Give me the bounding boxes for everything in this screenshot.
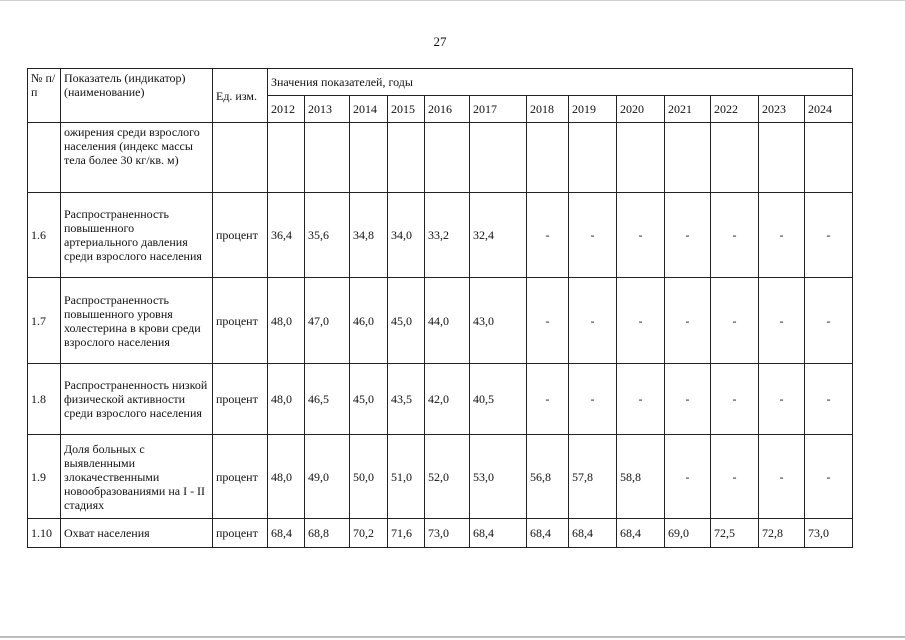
value-cell: 73,0 bbox=[425, 519, 470, 548]
header-num: № п/п bbox=[28, 69, 61, 123]
page-number: 27 bbox=[433, 34, 447, 49]
value-cell bbox=[711, 123, 759, 193]
value-cell: - bbox=[759, 278, 805, 364]
indicator-name-cell: Распространенность низкой физической активности среди взрослого населения bbox=[61, 364, 213, 435]
value-cell: 68,8 bbox=[305, 519, 350, 548]
value-cell bbox=[617, 123, 665, 193]
header-values: Значения показателей, годы bbox=[268, 69, 853, 96]
value-cell: 48,0 bbox=[268, 435, 305, 519]
value-cell: - bbox=[759, 193, 805, 278]
row-number-cell: 1.9 bbox=[28, 435, 61, 519]
table-row bbox=[28, 123, 853, 193]
table-row bbox=[28, 519, 853, 548]
row-number-cell: 1.10 bbox=[28, 519, 61, 548]
indicator-name-cell: Распространенность повышенного уровня холестерина в крови среди взрослого населения bbox=[61, 278, 213, 364]
value-cell: - bbox=[805, 193, 853, 278]
header-unit: Ед. изм. bbox=[213, 69, 268, 123]
unit-cell bbox=[213, 123, 268, 193]
year-header: 2020 bbox=[617, 96, 665, 123]
year-header: 2023 bbox=[759, 96, 805, 123]
value-cell: 43,5 bbox=[388, 364, 425, 435]
value-cell: 34,0 bbox=[388, 193, 425, 278]
value-cell: 57,8 bbox=[569, 435, 617, 519]
value-cell: 68,4 bbox=[527, 519, 569, 548]
value-cell: 73,0 bbox=[805, 519, 853, 548]
value-cell: - bbox=[569, 364, 617, 435]
value-cell bbox=[470, 123, 527, 193]
value-cell: - bbox=[527, 193, 569, 278]
scan-bottom-edge bbox=[0, 636, 905, 638]
value-cell: - bbox=[665, 278, 711, 364]
value-cell: 40,5 bbox=[470, 364, 527, 435]
indicators-table bbox=[27, 68, 853, 548]
unit-cell: процент bbox=[213, 364, 268, 435]
value-cell: 42,0 bbox=[425, 364, 470, 435]
value-cell: 34,8 bbox=[350, 193, 388, 278]
table-body bbox=[28, 123, 853, 548]
header-indicator: Показатель (индикатор) (наименование) bbox=[61, 69, 213, 123]
value-cell: - bbox=[665, 193, 711, 278]
value-cell: - bbox=[711, 193, 759, 278]
row-number-cell bbox=[28, 123, 61, 193]
value-cell: 52,0 bbox=[425, 435, 470, 519]
value-cell: 45,0 bbox=[350, 364, 388, 435]
value-cell: 68,4 bbox=[470, 519, 527, 548]
row-number-cell: 1.7 bbox=[28, 278, 61, 364]
value-cell: 51,0 bbox=[388, 435, 425, 519]
value-cell: - bbox=[617, 278, 665, 364]
value-cell: - bbox=[711, 364, 759, 435]
table-row bbox=[28, 364, 853, 435]
year-header: 2018 bbox=[527, 96, 569, 123]
table-row bbox=[28, 193, 853, 278]
year-header: 2017 bbox=[470, 96, 527, 123]
value-cell: 71,6 bbox=[388, 519, 425, 548]
value-cell bbox=[805, 123, 853, 193]
value-cell: 50,0 bbox=[350, 435, 388, 519]
value-cell: - bbox=[759, 364, 805, 435]
year-header: 2014 bbox=[350, 96, 388, 123]
unit-cell: процент bbox=[213, 519, 268, 548]
unit-cell: процент bbox=[213, 435, 268, 519]
value-cell: 43,0 bbox=[470, 278, 527, 364]
value-cell: 56,8 bbox=[527, 435, 569, 519]
indicator-name-cell: Доля больных с выявленными злокачественными новообразованиями на I - II стадиях bbox=[61, 435, 213, 519]
value-cell: - bbox=[569, 193, 617, 278]
table-header bbox=[28, 69, 853, 123]
value-cell: - bbox=[665, 435, 711, 519]
value-cell: 36,4 bbox=[268, 193, 305, 278]
row-number-cell: 1.6 bbox=[28, 193, 61, 278]
value-cell: 32,4 bbox=[470, 193, 527, 278]
value-cell: - bbox=[805, 278, 853, 364]
table-row bbox=[28, 278, 853, 364]
value-cell bbox=[305, 123, 350, 193]
value-cell: 46,5 bbox=[305, 364, 350, 435]
value-cell: 72,8 bbox=[759, 519, 805, 548]
year-header: 2015 bbox=[388, 96, 425, 123]
value-cell: 68,4 bbox=[268, 519, 305, 548]
value-cell: 33,2 bbox=[425, 193, 470, 278]
indicator-name-cell: Распространенность повышенного артериального давления среди взрослого населения bbox=[61, 193, 213, 278]
indicator-name-cell: Охват населения bbox=[61, 519, 213, 548]
year-header: 2016 bbox=[425, 96, 470, 123]
unit-cell: процент bbox=[213, 278, 268, 364]
value-cell bbox=[268, 123, 305, 193]
value-cell: 69,0 bbox=[665, 519, 711, 548]
year-header: 2012 bbox=[268, 96, 305, 123]
value-cell: 48,0 bbox=[268, 278, 305, 364]
value-cell bbox=[569, 123, 617, 193]
value-cell: - bbox=[617, 364, 665, 435]
value-cell bbox=[527, 123, 569, 193]
value-cell bbox=[350, 123, 388, 193]
value-cell: 35,6 bbox=[305, 193, 350, 278]
value-cell: 58,8 bbox=[617, 435, 665, 519]
value-cell: 72,5 bbox=[711, 519, 759, 548]
value-cell: 49,0 bbox=[305, 435, 350, 519]
value-cell: - bbox=[665, 364, 711, 435]
value-cell bbox=[759, 123, 805, 193]
value-cell: 53,0 bbox=[470, 435, 527, 519]
value-cell: 45,0 bbox=[388, 278, 425, 364]
value-cell: 46,0 bbox=[350, 278, 388, 364]
value-cell: 48,0 bbox=[268, 364, 305, 435]
row-number-cell: 1.8 bbox=[28, 364, 61, 435]
value-cell: - bbox=[527, 278, 569, 364]
value-cell: 70,2 bbox=[350, 519, 388, 548]
year-header: 2022 bbox=[711, 96, 759, 123]
value-cell: - bbox=[805, 435, 853, 519]
value-cell: - bbox=[569, 278, 617, 364]
value-cell: 47,0 bbox=[305, 278, 350, 364]
year-header: 2013 bbox=[305, 96, 350, 123]
value-cell: - bbox=[805, 364, 853, 435]
value-cell bbox=[425, 123, 470, 193]
value-cell bbox=[388, 123, 425, 193]
value-cell bbox=[665, 123, 711, 193]
value-cell: 68,4 bbox=[617, 519, 665, 548]
year-header: 2021 bbox=[665, 96, 711, 123]
indicator-name-cell: ожирения среди взрослого населения (индекс массы тела более 30 кг/кв. м) bbox=[61, 123, 213, 193]
year-header: 2024 bbox=[805, 96, 853, 123]
year-header: 2019 bbox=[569, 96, 617, 123]
value-cell: - bbox=[711, 435, 759, 519]
value-cell: - bbox=[617, 193, 665, 278]
table-row bbox=[28, 435, 853, 519]
value-cell: - bbox=[711, 278, 759, 364]
scan-top-edge bbox=[0, 0, 905, 1]
value-cell: 44,0 bbox=[425, 278, 470, 364]
value-cell: - bbox=[759, 435, 805, 519]
unit-cell: процент bbox=[213, 193, 268, 278]
value-cell: - bbox=[527, 364, 569, 435]
value-cell: 68,4 bbox=[569, 519, 617, 548]
